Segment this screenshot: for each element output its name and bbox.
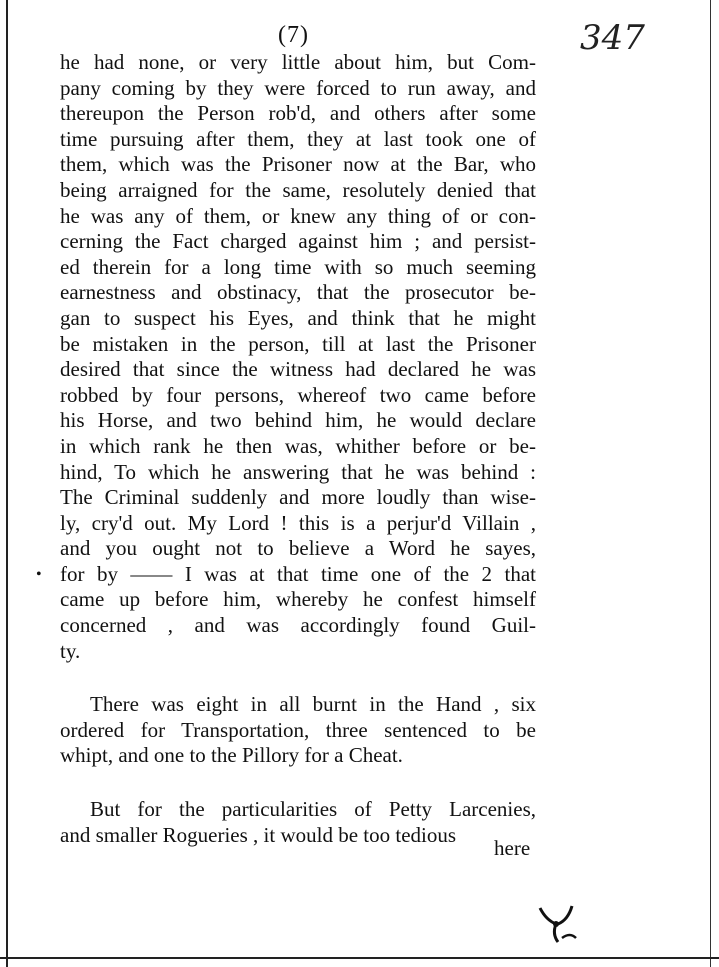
paragraph-3 bbox=[60, 797, 536, 848]
text-line: thereupon the Person rob'd, and others after some bbox=[60, 101, 536, 126]
text-line: earnestness and obstinacy, that the prosecutor be- bbox=[60, 280, 536, 305]
page-right-edge bbox=[710, 0, 719, 967]
page-number: (7) bbox=[278, 22, 309, 48]
text-line: being arraigned for the same, resolutely denied that bbox=[60, 177, 536, 202]
text-line: be mistaken in the person, till at last the Prisoner bbox=[60, 331, 536, 356]
text-line: hind, To which he answering that he was behind : bbox=[60, 459, 536, 484]
text-line: came up before him, whereby he confest himself bbox=[60, 587, 536, 612]
text-line: time pursuing after them, they at last took one of bbox=[60, 126, 536, 151]
text-line: ed therein for a long time with so much seeming bbox=[60, 254, 536, 279]
text-line: There was eight in all burnt in the Hand , six bbox=[90, 692, 536, 717]
catchword: here bbox=[494, 836, 531, 860]
page-bottom-edge bbox=[0, 957, 719, 967]
text-line: in which rank he then was, whither before or be- bbox=[60, 433, 536, 458]
text-line: them, which was the Prisoner now at the Bar, who bbox=[60, 152, 536, 177]
text-line: desired that since the witness had declared he was bbox=[60, 357, 536, 382]
text-line: cerning the Fact charged against him ; and persist- bbox=[60, 229, 536, 254]
text-line: he had none, or very little about him, but Com- bbox=[60, 50, 536, 74]
paragraph-2 bbox=[60, 692, 536, 769]
text-line: and smaller Rogueries , it would be too tedious bbox=[60, 822, 457, 847]
floral-ornament-icon bbox=[532, 898, 582, 948]
text-line: and you ought not to believe a Word he sayes, bbox=[60, 536, 536, 561]
text-line: concerned , and was accordingly found Guil- bbox=[60, 613, 536, 638]
page-left-edge bbox=[0, 0, 8, 967]
folio-number: 347 bbox=[580, 18, 645, 58]
text-line: The Criminal suddenly and more loudly than wise- bbox=[60, 485, 536, 510]
text-line: gan to suspect his Eyes, and think that he might bbox=[60, 305, 536, 330]
paragraph-1 bbox=[60, 50, 536, 664]
text-line: for by —— I was at that time one of the 2 that bbox=[60, 561, 536, 586]
body-text bbox=[60, 50, 536, 848]
margin-mark: • bbox=[36, 566, 42, 583]
text-line: he was any of them, or knew any thing of or con- bbox=[60, 203, 536, 228]
text-line: ty. bbox=[60, 638, 81, 663]
text-line: pany coming by they were forced to run away, and bbox=[60, 75, 536, 100]
text-line: his Horse, and two behind him, he would declare bbox=[60, 408, 536, 433]
text-line: whipt, and one to the Pillory for a Cheat. bbox=[60, 743, 403, 768]
text-line: ly, cry'd out. My Lord ! this is a perjur'd Villain , bbox=[60, 510, 536, 535]
text-line: But for the particularities of Petty Larcenies, bbox=[90, 797, 536, 822]
text-line: robbed by four persons, whereof two came before bbox=[60, 382, 536, 407]
text-line: ordered for Transportation, three sentenced to be bbox=[60, 717, 536, 742]
